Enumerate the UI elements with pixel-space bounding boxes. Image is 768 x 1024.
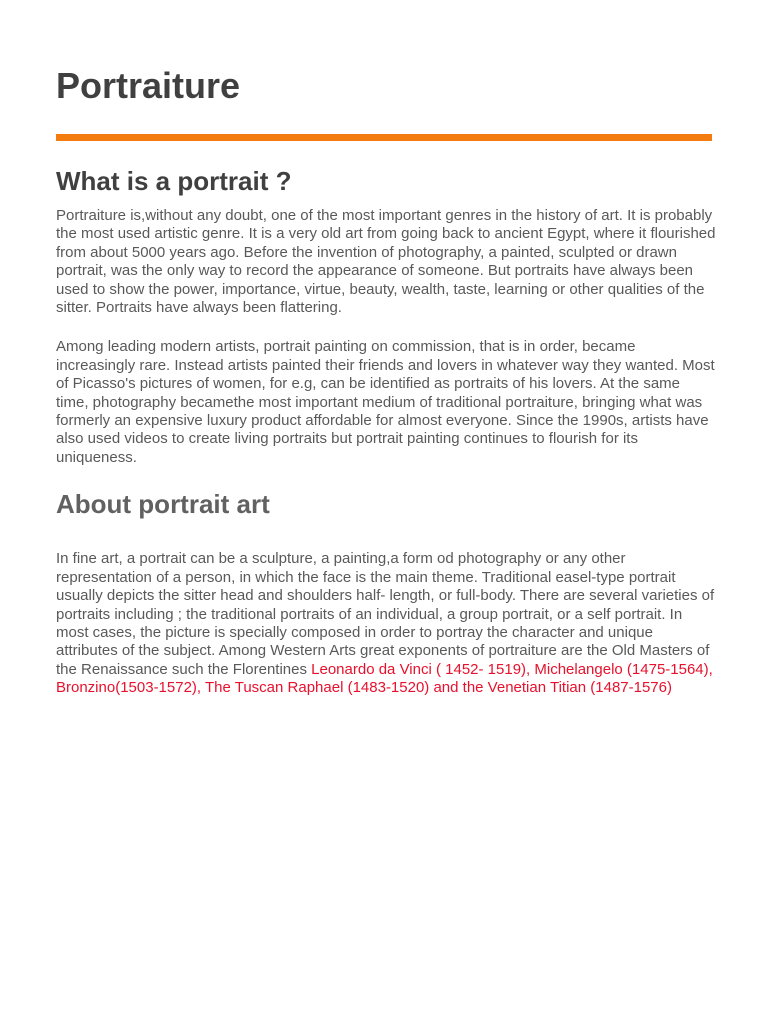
section2-paragraph xyxy=(56,550,716,697)
section1-paragraph-1: Portraiture is,without any doubt, one of the most important genres in the history of art. It is probably the most used artistic genre. It is a very old art from going back to ancient Egypt, where it flourished from about 5000 years ago. Before the invention of photography, a painted, sculpted or drawn portrait, was the only way to record the appearance of someone. But portraits have always been used to show the power, importance, virtue, beauty, wealth, taste, learning or other qualities of the sitter. Portraits have always been flattering. xyxy=(56,207,716,317)
title-divider xyxy=(56,134,712,141)
artists-highlight-text: Leonardo da Vinci ( 1452- 1519), Michelangelo (1475-1564), Bronzino(1503-1572), The Tuscan Raphael (1483-1520) and the Venetian Titian (1487-1576) xyxy=(56,660,713,697)
section1-paragraph-2: Among leading modern artists, portrait painting on commission, that is in order, became increasingly rare. Instead artists painted their friends and lovers in whatever way they wanted. Most of Picasso's pictures of women, for e.g, can be identified as portraits of his lovers. At the same time, photography becamethe most important medium of traditional portraiture, bringing what was formerly an expensive luxury product affordable for almost everyone. Since the 1990s, artists have also used videos to create living portraits but portrait painting continues to flourish for its uniqueness. xyxy=(56,338,715,466)
section2-paragraph-text: In fine art, a portrait can be a sculpture, a painting,a form od photography or any other representation of a person, in which the face is the main theme. Traditional easel-type portrait usually depicts the sitter head and shoulders half- length, or full-body. There are several varieties of portraits including ; the traditional portraits of an individual, a group portrait, or a self portrait. In most cases, the picture is specially composed in order to portray the character and unique attributes of the subject. Among Western Arts great exponents of portraiture are the Old Masters of the Renaissance such the Florentines xyxy=(56,550,715,678)
document-page xyxy=(56,0,716,698)
section-heading-what-is-portrait: What is a portrait ? xyxy=(56,166,292,196)
document-title: Portraiture xyxy=(56,65,241,106)
section-heading-about-portrait-art: About portrait art xyxy=(56,489,270,520)
